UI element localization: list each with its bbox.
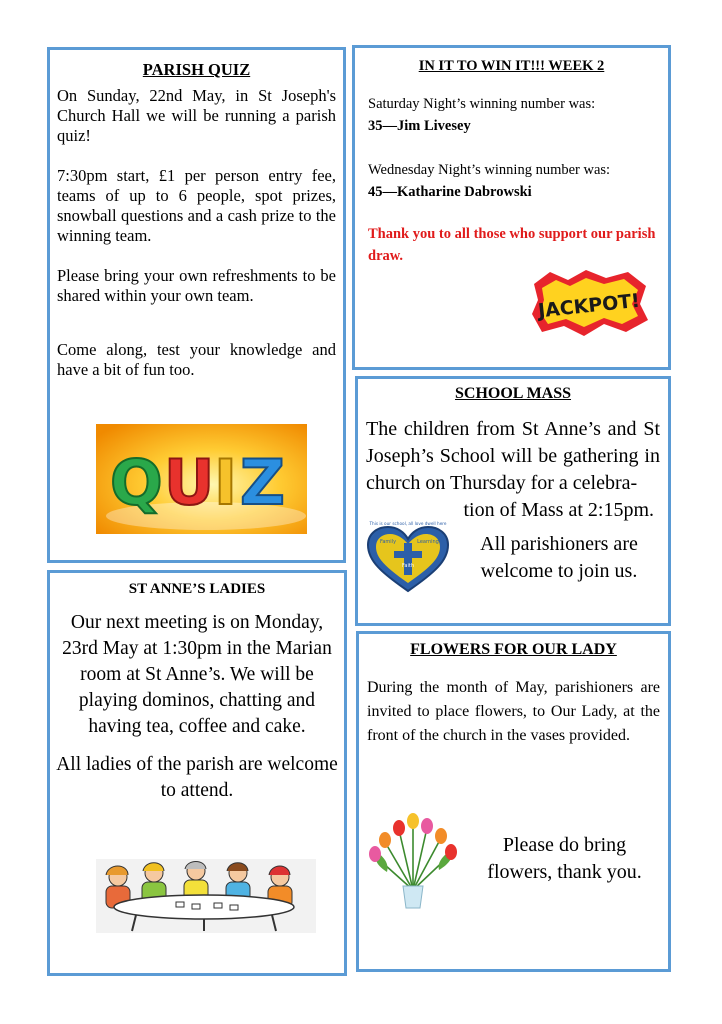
saturday-winner: 35—Jim Livesey — [368, 118, 471, 134]
st-annes-ladies-title: ST ANNE’S LADIES — [128, 581, 266, 597]
school-mass-time: tion of Mass at 2:15pm. — [463, 499, 654, 521]
saturday-label: Saturday Night’s winning number was: — [368, 96, 596, 112]
parish-quiz-title: PARISH QUIZ — [142, 60, 251, 79]
flower-vase-illustration — [365, 812, 461, 910]
wednesday-label: Wednesday Night’s winning number was: — [368, 162, 611, 178]
draw-thanks-text: Thank you to all those who support our parish draw. — [368, 226, 656, 264]
svg-text:U: U — [164, 446, 215, 519]
parish-quiz-panel — [47, 47, 346, 563]
ladies-tea-illustration — [96, 859, 316, 933]
quiz-intro-text: On Sunday, 22nd May, in St Joseph's Church Hall we will be running a parish quiz! — [57, 86, 336, 145]
st-annes-ladies-panel — [47, 570, 347, 976]
school-mass-title: SCHOOL MASS — [454, 385, 572, 402]
quiz-illustration — [96, 424, 307, 534]
logo-motto: This is our school, all love dwell here — [369, 521, 447, 526]
ladies-welcome-text: All ladies of the parish are welcome to attend. — [56, 754, 338, 801]
logo-word-family: Family — [379, 539, 397, 545]
flowers-bring-text: Please do bring flowers, thank you. — [487, 834, 642, 883]
quiz-details-text: 7:30pm start, £1 per person entry fee, teams of up to 6 people, spot prizes, snowball questions and a cash prize to the winning team. — [57, 166, 336, 245]
quiz-come-along-text: Come along, test your knowledge and have a bit of fun too. — [57, 340, 336, 379]
logo-word-learning: Learning — [417, 539, 439, 545]
svg-text:Z: Z — [240, 446, 285, 519]
jackpot-illustration — [528, 270, 650, 336]
flowers-invite-text: During the month of May, parishioners are invited to place flowers, to Our Lady, at the front of the church in the vases provided. — [367, 679, 660, 744]
school-heart-logo — [362, 521, 454, 595]
quiz-refreshments-text: Please bring your own refreshments to be shared within your own team. — [57, 266, 336, 305]
win-it-title: IN IT TO WIN IT!!! WEEK 2 — [418, 58, 605, 74]
ladies-meeting-text: Our next meeting is on Monday, 23rd May at 1:30pm in the Marian room at St Anne’s. We will be playing dominos, chatting and having tea, coffee and cake. — [62, 612, 332, 737]
logo-word-faith: Faith — [402, 563, 414, 569]
school-mass-text: The children from St Anne’s and St Joseph’s School will be gathering in church on Thursday for a celebra- — [366, 418, 660, 494]
flowers-title: FLOWERS FOR OUR LADY — [410, 641, 617, 658]
wednesday-winner: 45—Katharine Dabrowski — [368, 184, 532, 200]
school-mass-welcome: All parishioners are welcome to join us. — [480, 533, 638, 582]
svg-text:I: I — [214, 446, 238, 519]
flowers-panel — [356, 631, 671, 972]
school-mass-panel — [355, 376, 671, 626]
svg-text:Q: Q — [110, 446, 163, 519]
win-it-panel — [352, 45, 671, 370]
jackpot-art-text: JACKPOT! — [537, 289, 641, 323]
